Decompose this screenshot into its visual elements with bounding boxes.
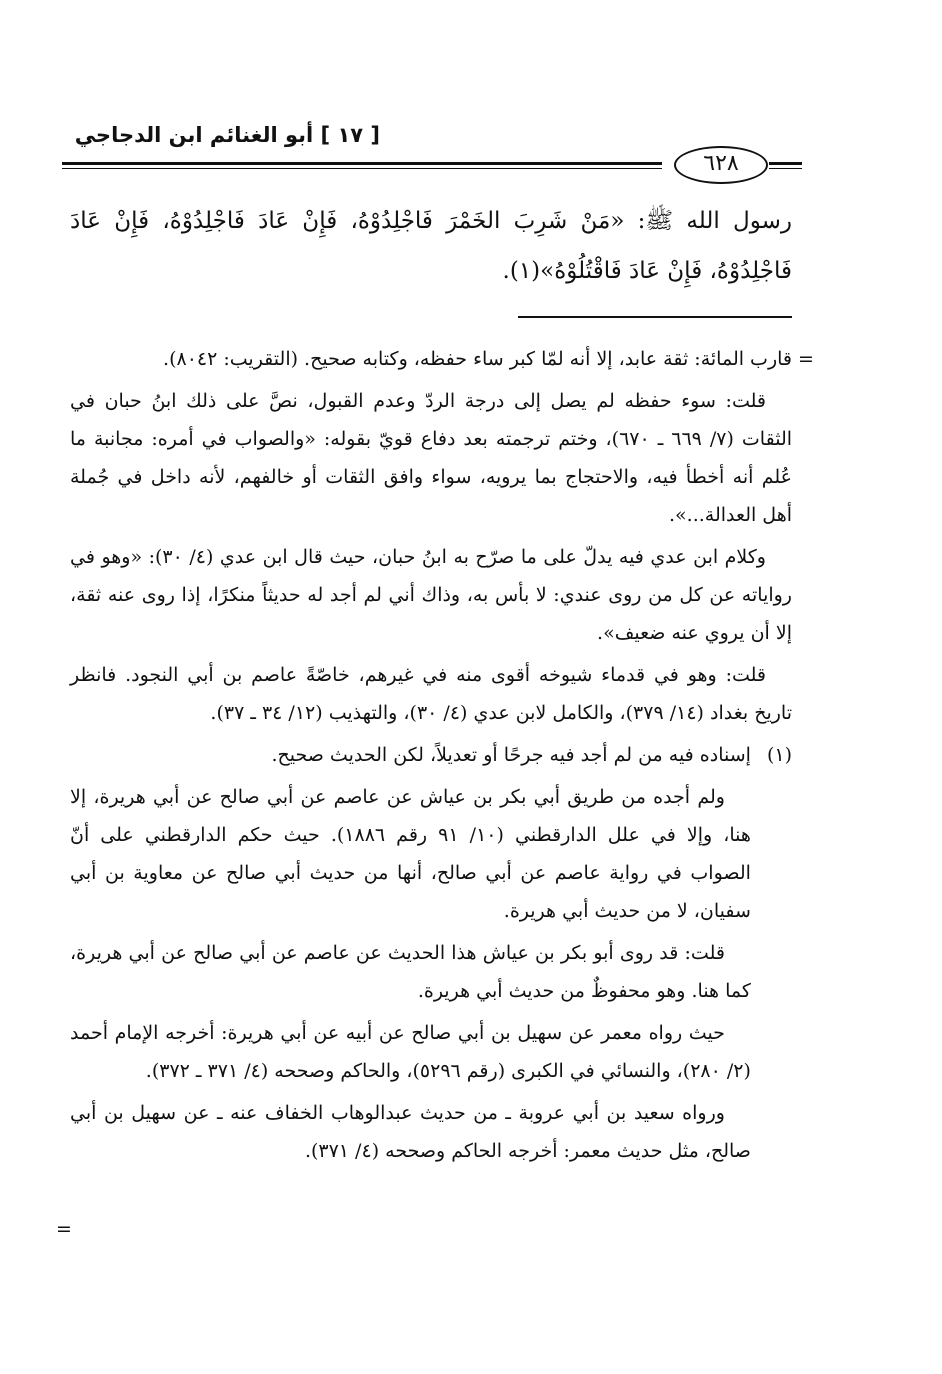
footnote-1-body bbox=[70, 736, 751, 1174]
header-rule-thin-left bbox=[62, 168, 662, 169]
footnote-paragraph: ورواه سعيد بن أبي عروبة ـ من حديث عبدالوهاب الخفاف عنه ـ عن سهيل بن أبي صالح، مثل حديث معمر: أخرجه الحاكم وصححه (٤/ ٣٧١). bbox=[70, 1102, 751, 1162]
header-rule-thin-right bbox=[769, 168, 802, 169]
main-body-text: رسول الله ﷺ: «مَنْ شَرِبَ الخَمْرَ فَاجْلِدُوْهُ، فَإِنْ عَادَ فَاجْلِدُوْهُ، فَإِنْ عَادَ فَاجْلِدُوْهُ، فَإِنْ عَادَ فَاقْتُلُوْهُ»(١). bbox=[70, 208, 792, 284]
page-number: ٦٢٨ bbox=[674, 146, 768, 184]
footnote-paragraph: قلت: وهو في قدماء شيوخه أقوى منه في غيرهم، خاصّةً عاصم بن أبي النجود. فانظر تاريخ بغداد (١٤/ ٣٧٩)، والكامل لابن عدي (٤/ ٣٠)، والتهذيب (١٢/ ٣٤ ـ ٣٧). bbox=[70, 664, 792, 724]
header-rule bbox=[62, 146, 802, 182]
footnote-paragraph: قلت: قد روى أبو بكر بن عياش هذا الحديث عن عاصم عن أبي صالح عن أبي هريرة، كما هنا. وهو محفوظٌ من حديث أبي هريرة. bbox=[70, 942, 751, 1002]
footnote-paragraph: قلت: سوء حفظه لم يصل إلى درجة الردّ وعدم القبول، نصَّ على ذلك ابنُ حبان في الثقات (٧/ ٦٦٩ ـ ٦٧٠)، وختم ترجمته بعد دفاع قويّ بقوله: «والصواب في أمره: مجانبة ما عُلم أنه أخطأ فيه، والاحتجاج بما يرويه، سواء وافق الثقات أو خالفهم، لأنه داخل في جُملة أهل العدالة...». bbox=[70, 390, 793, 526]
footnote-1 bbox=[70, 736, 792, 1174]
header-rule-thick-right bbox=[769, 162, 802, 165]
footnote-paragraph: ولم أجده من طريق أبي بكر بن عياش عن عاصم عن أبي صالح عن أبي هريرة، إلا هنا، وإلا في علل الدارقطني (١٠/ ٩١ رقم ١٨٨٦). حيث حكم الدارقطني على أنّ الصواب في رواية عاصم عن أبي صالح، أنها من حديث أبي صالح عن معاوية بن أبي سفيان، لا من حديث أبي هريرة. bbox=[70, 786, 751, 922]
footnote-1-number: (١) bbox=[766, 744, 792, 766]
continuation-mark-top: = bbox=[798, 348, 814, 370]
continuation-mark-bottom: = bbox=[56, 1218, 72, 1240]
footnote-paragraph: قارب المائة: ثقة عابد، إلا أنه لمّا كبر ساء حفظه، وكتابه صحيح. (التقريب: ٨٠٤٢). bbox=[163, 348, 792, 370]
footnote-separator bbox=[518, 316, 792, 318]
footnote-paragraph: وكلام ابن عدي فيه يدلّ على ما صرّح به ابنُ حبان، حيث قال ابن عدي (٤/ ٣٠): «وهو في رواياته عن كل من روى عندي: لا بأس به، وذاك أني لم أجد له حديثاً منكرًا، إذا روى عنه ثقة، إلا أن يروي عنه ضعيف». bbox=[70, 546, 792, 644]
header-rule-thick-left bbox=[62, 162, 662, 165]
footnote-paragraph: حيث رواه معمر عن سهيل بن أبي صالح عن أبيه عن أبي هريرة: أخرجه الإمام أحمد (٢/ ٢٨٠)، والنسائي في الكبرى (رقم ٥٢٩٦)، والحاكم وصححه (٤/ ٣٧١ ـ ٣٧٢). bbox=[70, 1022, 751, 1082]
footnotes bbox=[70, 340, 792, 1174]
running-header-title: [ ١٧ ] أبو الغنائم ابن الدجاجي bbox=[74, 123, 380, 147]
footnote-paragraph: إسناده فيه من لم أجد فيه جرحًا أو تعديلاً، لكن الحديث صحيح. bbox=[271, 744, 751, 766]
